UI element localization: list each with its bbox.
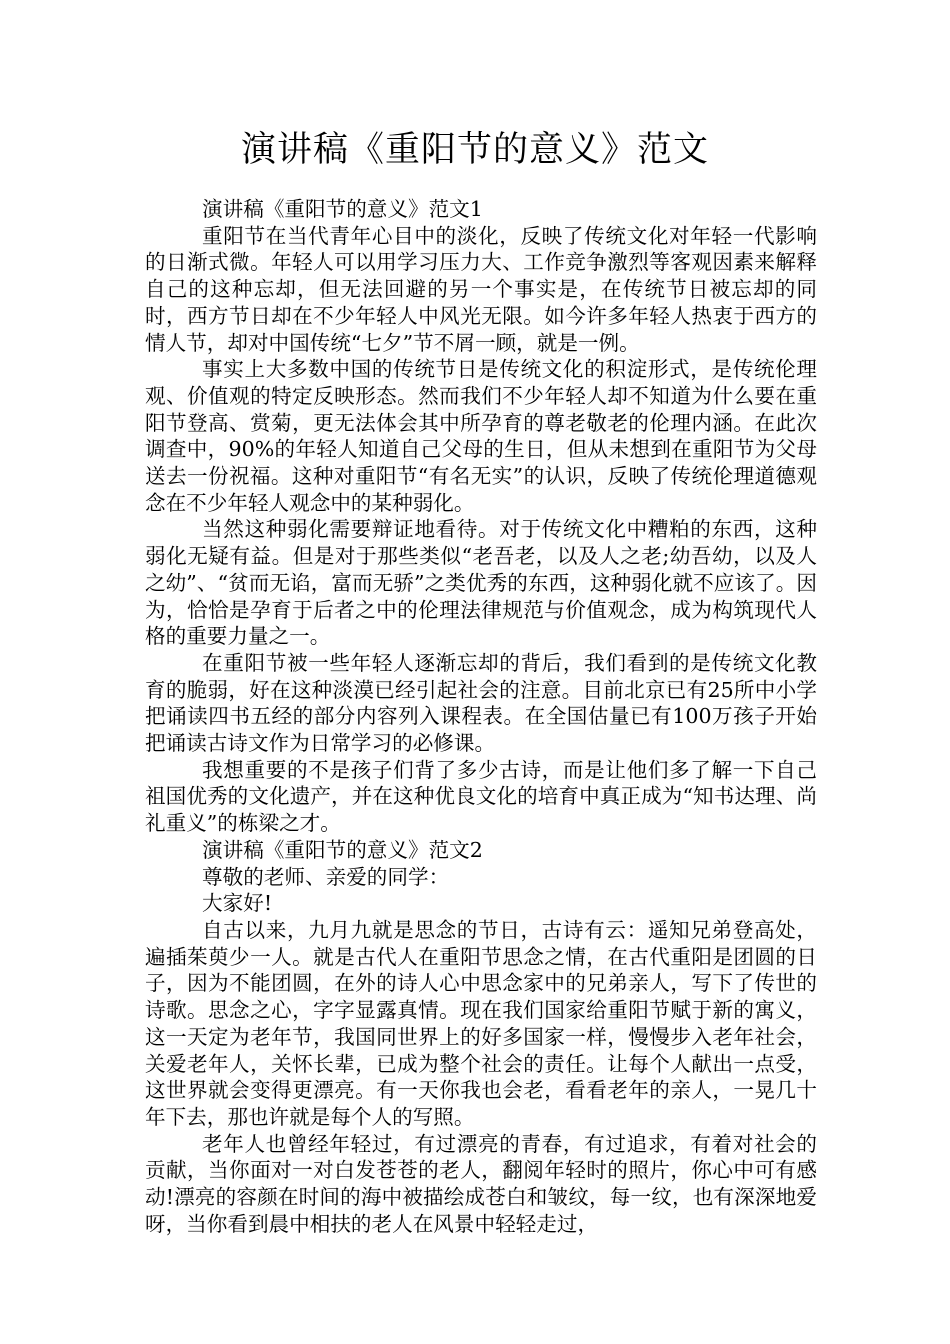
document-title: 演讲稿《重阳节的意义》范文: [240, 130, 709, 170]
paragraph: 老年人也曾经年轻过，有过漂亮的青春，有过追求，有着对社会的贡献，当你面对一对白发苍苍的老人，翻阅年轻时的照片，你心中可有感动!漂亮的容颜在时间的海中被描绘成苍白和皱纹，每一纹，也有深深地爱呀，当你看到晨中相扶的老人在风景中轻轻走过，: [145, 1131, 817, 1236]
paragraph: 重阳节在当代青年心目中的淡化，反映了传统文化对年轻一代影响的日渐式微。年轻人可以用学习压力大、工作竞争激烈等客观因素来解释自己的这种忘却，但无法回避的另一个事实是，在传统节日被忘却的同时，西方节日却在不少年轻人中风光无限。如今许多年轻人热衷于西方的情人节，却对中国传统“七夕”节不屑一顾，就是一例。: [145, 223, 817, 355]
salutation: 尊敬的老师、亲爱的同学：: [202, 864, 450, 889]
paragraph: 在重阳节被一些年轻人逐渐忘却的背后，我们看到的是传统文化教育的脆弱，好在这种淡漠已经引起社会的注意。目前北京已有25所中小学把诵读四书五经的部分内容列入课程表。在全国估量已有100万孩子开始把诵读古诗文作为日常学习的必修课。: [145, 650, 817, 756]
document-body: [145, 196, 817, 1237]
paragraph: 自古以来，九月九就是思念的节日，古诗有云：遥知兄弟登高处，遍插茱萸少一人。就是古代人在重阳节思念之情，在古代重阳是团圆的日子，因为不能团圆，在外的诗人心中思念家中的兄弟亲人，写下了传世的诗歌。思念之心，字字显露真情。现在我们国家给重阳节赋于新的寓义，这一天定为老年节，我国同世界上的好多国家一样，慢慢步入老年社会，关爱老年人，关怀长辈，已成为整个社会的责任。让每个人献出一点受，这世界就会变得更漂亮。有一天你我也会老，看看老年的亲人，一晃几十年下去，那也许就是每个人的写照。: [145, 917, 817, 1129]
greeting: 大家好!: [202, 891, 273, 916]
section-heading-1: 演讲稿《重阳节的意义》范文1: [202, 197, 483, 221]
paragraph: 当然这种弱化需要辩证地看待。对于传统文化中糟粕的东西，这种弱化无疑有益。但是对于那些类似“老吾老，以及人之老;幼吾幼，以及人之幼”、“贫而无谄，富而无骄”之类优秀的东西，这种弱化就不应该了。因为，恰恰是孕育于后者之中的伦理法律规范与价值观念，成为构筑现代人格的重要力量之一。: [145, 517, 817, 649]
section-heading-2: 演讲稿《重阳节的意义》范文2: [202, 837, 483, 862]
paragraph: 事实上大多数中国的传统节日是传统文化的积淀形式，是传统伦理观、价值观的特定反映形态。然而我们不少年轻人却不知道为什么要在重阳节登高、赏菊，更无法体会其中所孕育的尊老敬老的伦理内涵。在此次调查中，90%的年轻人知道自己父母的生日，但从未想到在重阳节为父母送去一份祝福。这种对重阳节“有名无实”的认识，反映了传统伦理道德观念在不少年轻人观念中的某种弱化。: [145, 357, 817, 515]
paragraph: 我想重要的不是孩子们背了多少古诗，而是让他们多了解一下自己祖国优秀的文化遗产，并在这种优良文化的培育中真正成为“知书达理、尚礼重义”的栋梁之才。: [145, 757, 817, 836]
